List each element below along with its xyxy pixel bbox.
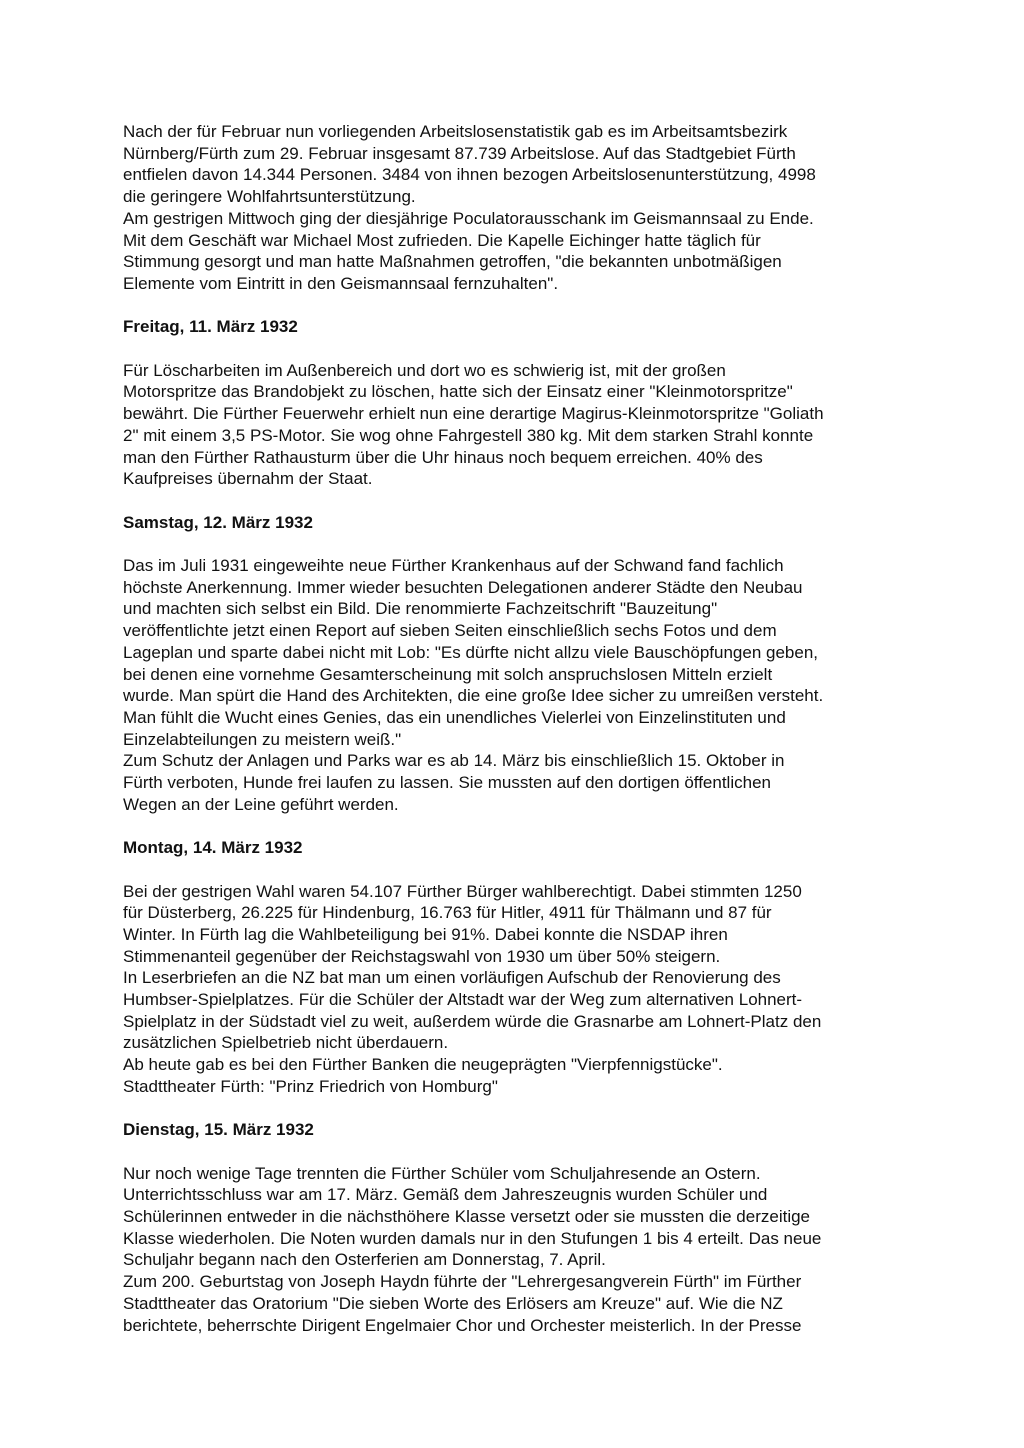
spacer (123, 859, 913, 881)
section-friday-paragraph-1: Für Löscharbeiten im Außenbereich und dort wo es schwierig ist, mit der großen Motorspritze das Brandobjekt zu löschen, hatte sich der Einsatz einer "Kleinmotorspritze" bewährt. Die Fürther Feuerwehr erhielt nun eine derartige Magirus-Kleinmotorspritze "Goliath 2" mit einem 3,5 PS-Motor. Sie wog ohne Fahrgestell 380 kg. Mit dem starken Strahl konnte man den Fürther Rathausturm über die Uhr hinaus noch bequem erreichen. 40% des Kaufpreises übernahm der Staat. (123, 360, 824, 489)
spacer (123, 338, 913, 360)
document-page (123, 121, 913, 1336)
section-monday-paragraph-1: Bei der gestrigen Wahl waren 54.107 Fürther Bürger wahlberechtigt. Dabei stimmten 1250 für Düsterberg, 26.225 für Hindenburg, 16.763 für Hitler, 4911 für Thälmann und 87 für Winter. In Fürth lag die Wahlbeteiligung bei 91%. Dabei konnte die NSDAP ihren Stimmenanteil gegenüber der Reichstagswahl von 1930 um über 50% steigern. (123, 881, 802, 966)
section-saturday-paragraph-1: Das im Juli 1931 eingeweihte neue Fürther Krankenhaus auf der Schwand fand fachlich höchste Anerkennung. Immer wieder besuchten Delegationen anderer Städte den Neubau und machten sich selbst ein Bild. Die renommierte Fachzeitschrift "Bauzeitung" veröffentlichte jetzt einen Report auf sieben Seiten einschließlich sechs Fotos und dem Lageplan und sparte dabei nicht mit Lob: "Es dürfte nicht allzu viele Bauschöpfungen geben, bei denen eine vornehme Gesamterscheinung mit solch anspruchslosen Mitteln erzielt wurde. Man spürt die Hand des Architekten, die eine große Idee sicher zu umreißen versteht. Man fühlt die Wucht eines Genies, das ein unendliches Vielerlei von Einzelinstituten und Einzelabteilungen zu meistern weiß." (123, 556, 824, 749)
section-tuesday-paragraph-1: Nur noch wenige Tage trennten die Fürther Schüler vom Schuljahresende an Ostern. Unterrichtsschluss war am 17. März. Gemäß dem Jahreszeugnis wurden Schüler und Schülerinnen entweder in die nächsthöhere Klasse versetzt oder sie mussten die derzeitige Klasse wiederholen. Die Noten wurden damals nur in den Stufungen 1 bis 4 erteilt. Das neue Schuljahr begann nach den Osterferien am Donnerstag, 7. April. (123, 1163, 822, 1270)
section-tuesday-paragraph-2: Zum 200. Geburtstag von Joseph Haydn führte der "Lehrergesangverein Fürth" im Fürther Stadttheater das Oratorium "Die sieben Worte des Erlösers am Kreuze" auf. Wie die NZ berichtete, beherrschte Dirigent Engelmaier Chor und Orchester meisterlich. In der Presse (123, 1272, 802, 1335)
section-monday-paragraph-4: Stadttheater Fürth: "Prinz Friedrich von Homburg" (123, 1076, 498, 1096)
section-monday-paragraph-2: In Leserbriefen an die NZ bat man um einen vorläufigen Aufschub der Renovierung des Humbser-Spielplatzes. Für die Schüler der Altstadt war der Weg zum alternativen Lohnert- Spielplatz in der Südstadt viel zu weit, außerdem würde die Grasnarbe am Lohnert-Platz den zusätzlichen Spielbetrieb nicht überdauern. (123, 968, 822, 1053)
section-monday-paragraph-3: Ab heute gab es bei den Fürther Banken die neugeprägten "Vierpfennigstücke". (123, 1055, 723, 1075)
spacer (123, 815, 913, 837)
spacer (123, 295, 913, 317)
spacer (123, 490, 913, 512)
spacer (123, 1141, 913, 1163)
section-heading-saturday: Samstag, 12. März 1932 (123, 512, 313, 532)
section-heading-friday: Freitag, 11. März 1932 (123, 317, 298, 337)
section-heading-tuesday: Dienstag, 15. März 1932 (123, 1120, 314, 1140)
spacer (123, 533, 913, 555)
intro-paragraph-1: Nach der für Februar nun vorliegenden Arbeitslosenstatistik gab es im Arbeitsamtsbezirk Nürnberg/Fürth zum 29. Februar insgesamt 87.739 Arbeitslose. Auf das Stadtgebiet Fürth entfielen davon 14.344 Personen. 3484 von ihnen bezogen Arbeitslosenunterstützung, 4998 die geringere Wohlfahrtsunterstützung. (123, 122, 816, 207)
intro-paragraph-2: Am gestrigen Mittwoch ging der diesjährige Poculatorausschank im Geismannsaal zu Ende. Mit dem Geschäft war Michael Most zufrieden. Die Kapelle Eichinger hatte täglich für Stimmung gesorgt und man hatte Maßnahmen getroffen, "die bekannten unbotmäßigen Elemente vom Eintritt in den Geismannsaal fernzuhalten". (123, 208, 814, 293)
section-heading-monday: Montag, 14. März 1932 (123, 838, 303, 858)
section-saturday-paragraph-2: Zum Schutz der Anlagen und Parks war es ab 14. März bis einschließlich 15. Oktober in Fürth verboten, Hunde frei laufen zu lassen. Sie mussten auf den dortigen öffentlichen Wegen an der Leine geführt werden. (123, 751, 785, 814)
spacer (123, 1098, 913, 1120)
